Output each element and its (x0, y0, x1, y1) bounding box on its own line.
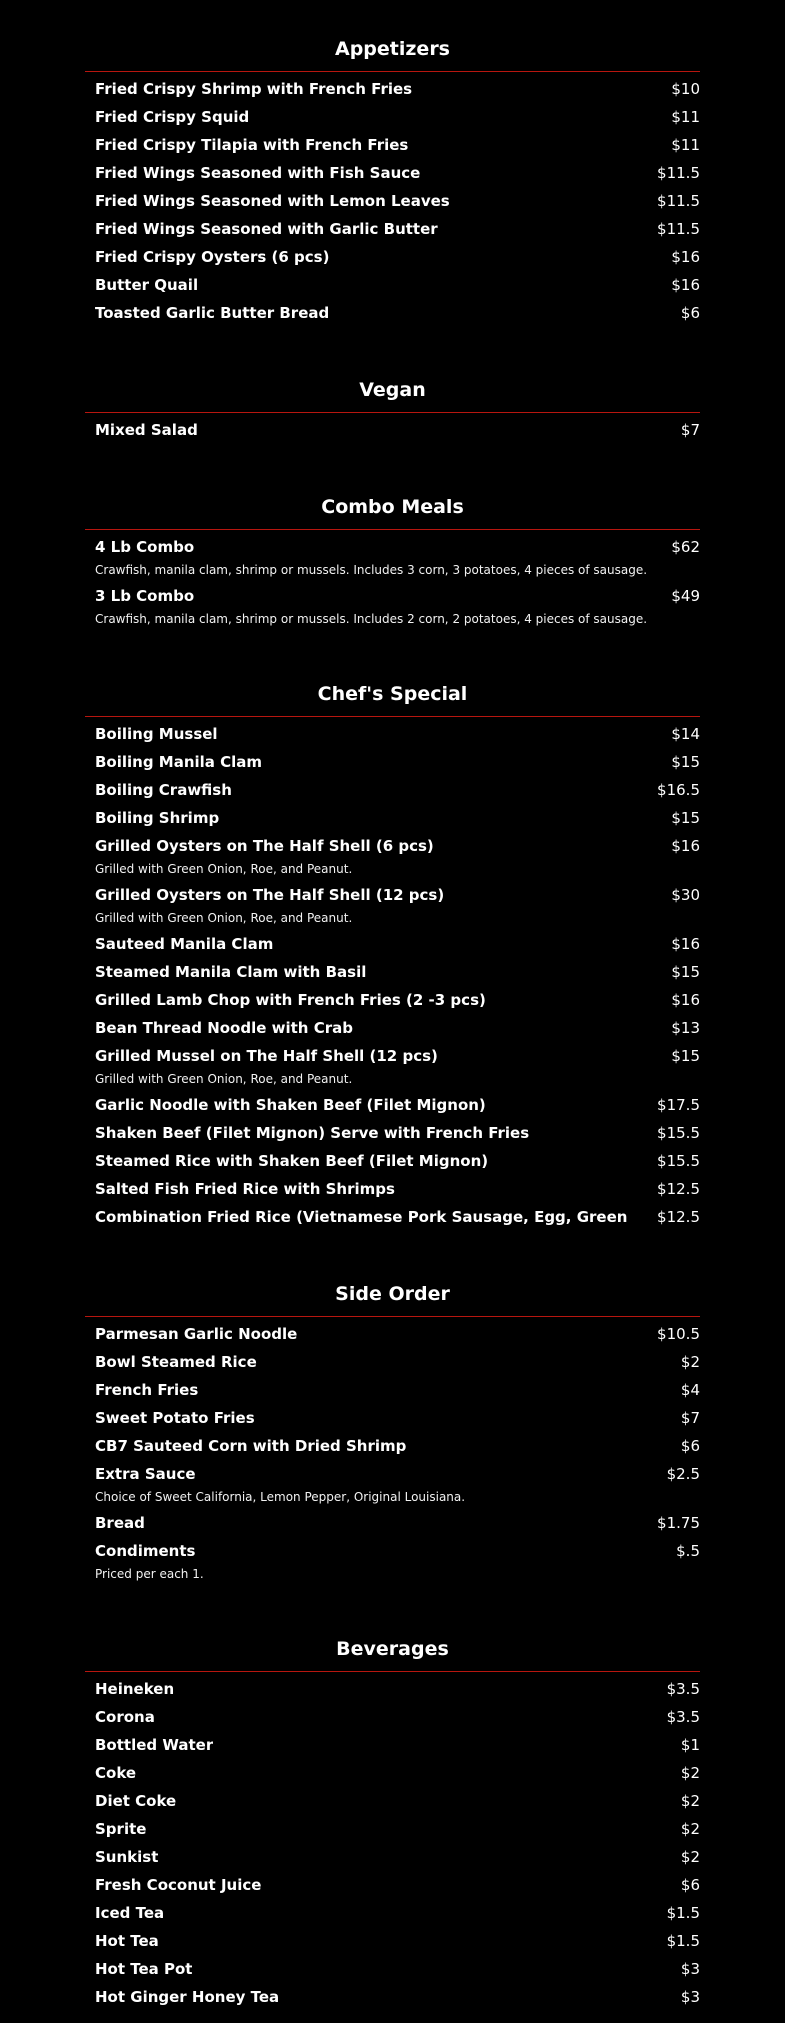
item-name: Fried Crispy Squid (95, 108, 250, 126)
menu-item (85, 1325, 700, 1344)
item-name: Hot Tea (95, 1932, 159, 1950)
menu-item-row (95, 1792, 700, 1811)
menu-section (85, 1637, 700, 2007)
item-price: $62 (671, 538, 700, 556)
menu-item (85, 1708, 700, 1727)
item-price: $15 (671, 753, 700, 771)
section-divider (85, 529, 700, 530)
item-price: $16 (671, 991, 700, 1009)
item-name: Diet Coke (95, 1792, 177, 1810)
item-price: $49 (671, 587, 700, 605)
item-name: Parmesan Garlic Noodle (95, 1325, 298, 1343)
item-name: Boiling Mussel (95, 725, 218, 743)
item-name: Grilled Mussel on The Half Shell (12 pcs) (95, 1047, 438, 1065)
item-name: 3 Lb Combo (95, 587, 195, 605)
menu-item (85, 1047, 700, 1087)
item-name: Hot Ginger Honey Tea (95, 1988, 280, 2006)
item-price: $3.5 (666, 1708, 700, 1726)
item-name: Sauteed Manila Clam (95, 935, 274, 953)
menu-item-row (95, 421, 700, 440)
menu-item-row (95, 1988, 700, 2007)
section-items (85, 1325, 700, 1582)
menu-section (85, 378, 700, 440)
menu-item (85, 248, 700, 267)
menu-item-row (95, 1381, 700, 1400)
menu-item-row (95, 886, 700, 905)
item-description: Grilled with Green Onion, Roe, and Peanut. (95, 862, 353, 876)
item-name: Extra Sauce (95, 1465, 196, 1483)
menu-item-row (95, 1019, 700, 1038)
menu-item-row (95, 1708, 700, 1727)
item-price: $6 (680, 304, 700, 322)
item-price: $14 (671, 725, 700, 743)
item-name: Toasted Garlic Butter Bread (95, 304, 330, 322)
item-name: Bread (95, 1514, 145, 1532)
item-price: $.5 (676, 1542, 700, 1560)
item-name: Coke (95, 1764, 137, 1782)
menu-item-row (95, 753, 700, 772)
section-title: Vegan (359, 379, 426, 401)
item-name: 4 Lb Combo (95, 538, 195, 556)
menu-item-row (95, 1904, 700, 1923)
menu-section (85, 1282, 700, 1582)
menu-item-row (95, 1353, 700, 1372)
section-title: Chef's Special (317, 683, 468, 705)
menu-item (85, 781, 700, 800)
menu-item-row (95, 538, 700, 557)
item-name: Grilled Oysters on The Half Shell (6 pcs) (95, 837, 434, 855)
item-price: $1.5 (666, 1932, 700, 1950)
menu-item (85, 192, 700, 211)
section-divider (85, 412, 700, 413)
menu-item-row (95, 220, 700, 239)
menu-item-row (95, 248, 700, 267)
menu-item-row (95, 991, 700, 1010)
menu-item (85, 1820, 700, 1839)
menu-item-row (95, 587, 700, 606)
item-price: $2 (680, 1792, 700, 1810)
item-price: $16 (671, 248, 700, 266)
item-name: Shaken Beef (Filet Mignon) Serve with French Fries (95, 1124, 530, 1142)
item-name: Sprite (95, 1820, 147, 1838)
menu-item-row (95, 1437, 700, 1456)
menu-item (85, 421, 700, 440)
item-name: Bowl Steamed Rice (95, 1353, 257, 1371)
item-name: Fried Wings Seasoned with Garlic Butter (95, 220, 438, 238)
menu-item (85, 963, 700, 982)
menu-item (85, 1180, 700, 1199)
item-name: Fresh Coconut Juice (95, 1876, 262, 1894)
menu-item (85, 1932, 700, 1951)
section-items (85, 538, 700, 627)
menu-item (85, 1465, 700, 1505)
item-name: Iced Tea (95, 1904, 165, 1922)
menu-item-row (95, 1409, 700, 1428)
item-price: $15 (671, 963, 700, 981)
item-name: Butter Quail (95, 276, 199, 294)
item-price: $6 (680, 1437, 700, 1455)
item-price: $2.5 (666, 1465, 700, 1483)
item-name: Fried Crispy Oysters (6 pcs) (95, 248, 330, 266)
item-price: $11 (671, 136, 700, 154)
menu (85, 0, 700, 2007)
menu-item-row (95, 1325, 700, 1344)
item-price: $15 (671, 1047, 700, 1065)
menu-item (85, 276, 700, 295)
section-divider (85, 716, 700, 717)
item-price: $11.5 (657, 164, 700, 182)
item-price: $15.5 (657, 1152, 700, 1170)
item-price: $6 (680, 1876, 700, 1894)
menu-item (85, 1736, 700, 1755)
item-description: Choice of Sweet California, Lemon Pepper, Original Louisiana. (95, 1490, 466, 1504)
item-price: $10.5 (657, 1325, 700, 1343)
menu-item (85, 1514, 700, 1533)
menu-item-row (95, 1848, 700, 1867)
menu-item-row (95, 136, 700, 155)
section-title: Beverages (336, 1638, 449, 1660)
menu-item (85, 1019, 700, 1038)
menu-section (85, 682, 700, 1227)
item-price: $2 (680, 1820, 700, 1838)
menu-item (85, 587, 700, 627)
menu-item (85, 1152, 700, 1171)
section-divider (85, 1671, 700, 1672)
section-items (85, 80, 700, 323)
menu-item (85, 1680, 700, 1699)
item-name: Combination Fried Rice (Vietnamese Pork Sausage, Egg, Green (95, 1208, 628, 1226)
item-name: Salted Fish Fried Rice with Shrimps (95, 1180, 395, 1198)
menu-item-row (95, 1124, 700, 1143)
item-price: $10 (671, 80, 700, 98)
menu-item (85, 1542, 700, 1582)
item-description: Grilled with Green Onion, Roe, and Peanut. (95, 1072, 353, 1086)
menu-item-row (95, 1542, 700, 1561)
item-name: Sunkist (95, 1848, 159, 1866)
item-name: Condiments (95, 1542, 196, 1560)
menu-item (85, 108, 700, 127)
section-title: Side Order (335, 1283, 450, 1305)
item-name: Bean Thread Noodle with Crab (95, 1019, 353, 1037)
menu-item-row (95, 1152, 700, 1171)
item-name: Bottled Water (95, 1736, 214, 1754)
item-name: French Fries (95, 1381, 199, 1399)
menu-section (85, 37, 700, 323)
menu-item (85, 1208, 700, 1227)
menu-item-row (95, 1096, 700, 1115)
menu-item (85, 304, 700, 323)
menu-item-row (95, 108, 700, 127)
item-price: $2 (680, 1848, 700, 1866)
section-title: Combo Meals (321, 496, 464, 518)
menu-item-row (95, 1465, 700, 1484)
menu-item (85, 1409, 700, 1428)
item-name: Mixed Salad (95, 421, 198, 439)
menu-item (85, 538, 700, 578)
menu-item-row (95, 1514, 700, 1533)
section-items (85, 421, 700, 440)
item-name: Fried Crispy Shrimp with French Fries (95, 80, 413, 98)
item-price: $11.5 (657, 220, 700, 238)
menu-item-row (95, 192, 700, 211)
item-price: $16.5 (657, 781, 700, 799)
menu-item (85, 935, 700, 954)
menu-item-row (95, 1680, 700, 1699)
item-price: $30 (671, 886, 700, 904)
menu-item-row (95, 1960, 700, 1979)
item-name: Boiling Manila Clam (95, 753, 263, 771)
menu-item (85, 1848, 700, 1867)
item-name: Boiling Shrimp (95, 809, 220, 827)
item-name: Steamed Manila Clam with Basil (95, 963, 367, 981)
item-name: Fried Wings Seasoned with Fish Sauce (95, 164, 421, 182)
item-name: Boiling Crawfish (95, 781, 232, 799)
item-price: $3 (680, 1988, 700, 2006)
item-price: $1.75 (657, 1514, 700, 1532)
item-name: Steamed Rice with Shaken Beef (Filet Mignon) (95, 1152, 489, 1170)
menu-item (85, 809, 700, 828)
menu-item (85, 1353, 700, 1372)
menu-item (85, 1437, 700, 1456)
menu-item-row (95, 80, 700, 99)
menu-item-row (95, 1764, 700, 1783)
menu-item (85, 837, 700, 877)
menu-section (85, 495, 700, 627)
item-price: $7 (680, 1409, 700, 1427)
menu-item-row (95, 781, 700, 800)
item-name: Fried Wings Seasoned with Lemon Leaves (95, 192, 450, 210)
item-price: $3.5 (666, 1680, 700, 1698)
menu-item-row (95, 1047, 700, 1066)
section-items (85, 725, 700, 1227)
menu-item-row (95, 1820, 700, 1839)
menu-item (85, 1904, 700, 1923)
item-price: $12.5 (657, 1208, 700, 1226)
menu-item-row (95, 1932, 700, 1951)
menu-item (85, 1124, 700, 1143)
item-description: Crawfish, manila clam, shrimp or mussels. Includes 2 corn, 2 potatoes, 4 pieces of sausage. (95, 612, 648, 626)
item-price: $11 (671, 108, 700, 126)
menu-item-row (95, 276, 700, 295)
item-name: Grilled Oysters on The Half Shell (12 pcs) (95, 886, 445, 904)
menu-item (85, 991, 700, 1010)
item-price: $4 (680, 1381, 700, 1399)
menu-item (85, 220, 700, 239)
menu-item-row (95, 1736, 700, 1755)
menu-item (85, 1764, 700, 1783)
menu-item (85, 80, 700, 99)
menu-item-row (95, 304, 700, 323)
item-price: $15 (671, 809, 700, 827)
item-name: CB7 Sauteed Corn with Dried Shrimp (95, 1437, 407, 1455)
section-divider (85, 1316, 700, 1317)
item-price: $17.5 (657, 1096, 700, 1114)
item-description: Grilled with Green Onion, Roe, and Peanut. (95, 911, 353, 925)
menu-item (85, 1792, 700, 1811)
menu-item (85, 164, 700, 183)
menu-item-row (95, 837, 700, 856)
item-price: $3 (680, 1960, 700, 1978)
menu-item-row (95, 809, 700, 828)
menu-item-row (95, 164, 700, 183)
menu-item-row (95, 1208, 700, 1227)
item-name: Hot Tea Pot (95, 1960, 193, 1978)
menu-item (85, 1096, 700, 1115)
section-divider (85, 71, 700, 72)
item-name: Corona (95, 1708, 155, 1726)
menu-item-row (95, 1876, 700, 1895)
item-price: $16 (671, 837, 700, 855)
menu-item (85, 1876, 700, 1895)
menu-item (85, 1960, 700, 1979)
item-price: $16 (671, 935, 700, 953)
section-title: Appetizers (334, 38, 450, 60)
item-name: Fried Crispy Tilapia with French Fries (95, 136, 409, 154)
item-name: Heineken (95, 1680, 175, 1698)
item-name: Garlic Noodle with Shaken Beef (Filet Mignon) (95, 1096, 486, 1114)
item-description: Crawfish, manila clam, shrimp or mussels. Includes 3 corn, 3 potatoes, 4 pieces of sausage. (95, 563, 648, 577)
item-name: Grilled Lamb Chop with French Fries (2 -3 pcs) (95, 991, 486, 1009)
menu-item (85, 136, 700, 155)
section-items (85, 1680, 700, 2007)
menu-item-row (95, 1180, 700, 1199)
item-price: $7 (680, 421, 700, 439)
menu-item (85, 725, 700, 744)
item-description: Priced per each 1. (95, 1567, 204, 1581)
menu-item (85, 753, 700, 772)
item-price: $13 (671, 1019, 700, 1037)
menu-item (85, 1381, 700, 1400)
menu-item (85, 886, 700, 926)
item-price: $2 (680, 1353, 700, 1371)
item-price: $12.5 (657, 1180, 700, 1198)
item-name: Sweet Potato Fries (95, 1409, 255, 1427)
item-price: $15.5 (657, 1124, 700, 1142)
item-price: $1.5 (666, 1904, 700, 1922)
item-price: $2 (680, 1764, 700, 1782)
item-price: $16 (671, 276, 700, 294)
menu-item-row (95, 963, 700, 982)
menu-item-row (95, 935, 700, 954)
menu-item-row (95, 725, 700, 744)
item-price: $11.5 (657, 192, 700, 210)
menu-item (85, 1988, 700, 2007)
item-price: $1 (680, 1736, 700, 1754)
